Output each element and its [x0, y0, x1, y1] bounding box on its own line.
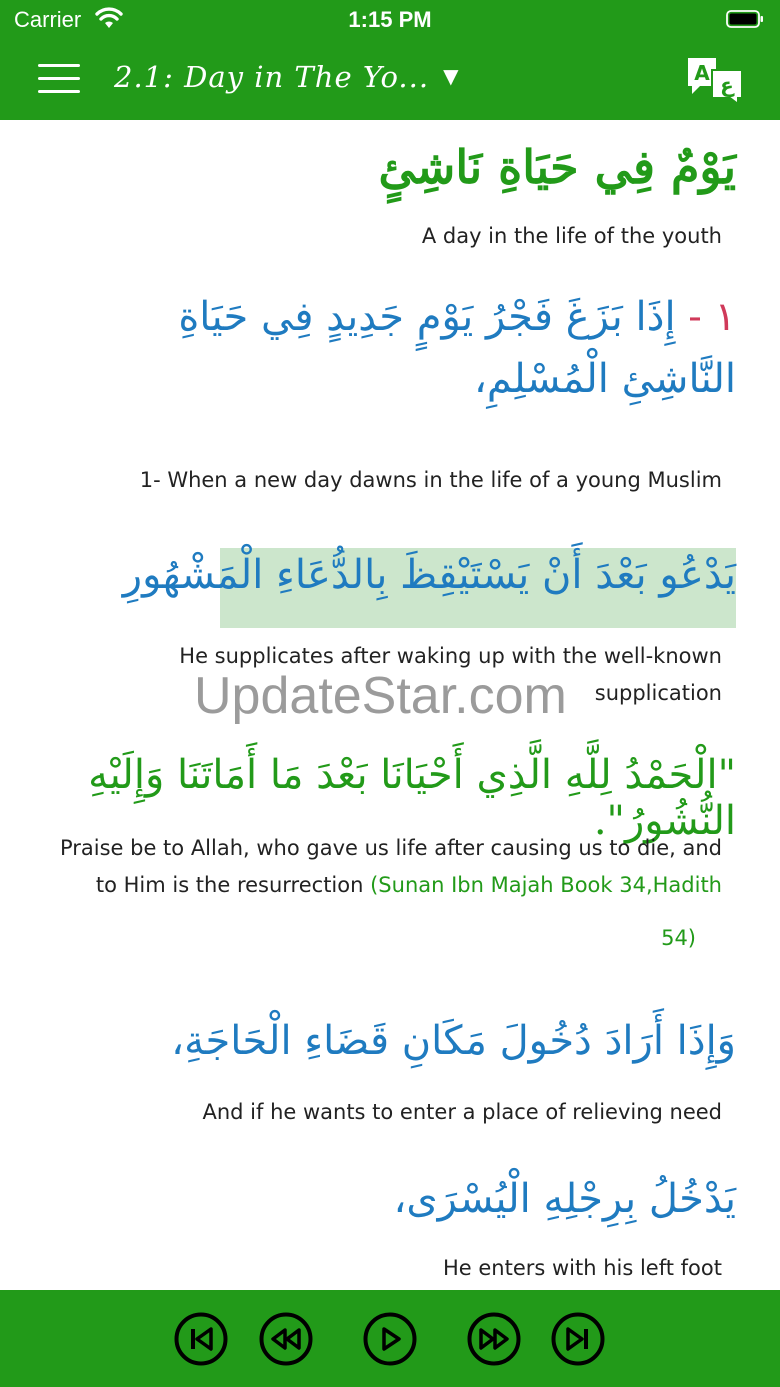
translate-icon[interactable] [686, 56, 744, 104]
menu-button[interactable] [38, 62, 80, 94]
hamburger-line [38, 90, 80, 93]
hamburger-line [38, 77, 80, 80]
nav-bar [0, 40, 780, 120]
sentence-4-english: And if he wants to enter a place of relieving need [202, 1100, 722, 1124]
hamburger-menu-icon [38, 64, 80, 67]
lesson-heading-arabic: يَوْمٌ فِي حَيَاةِ نَاشِئٍ [378, 140, 736, 194]
rewind-icon[interactable] [259, 1312, 313, 1366]
lesson-heading-english: A day in the life of the youth [421, 224, 722, 248]
sentence-1-english: 1- When a new day dawns in the life of a young Muslim [139, 468, 722, 492]
play-icon[interactable] [363, 1312, 417, 1366]
sentence-5-english: He enters with his left foot [442, 1256, 722, 1280]
status-time: 1:15 PM [348, 7, 432, 32]
lesson-content[interactable] [0, 120, 780, 1290]
sentence-3-english [42, 830, 722, 904]
skip-to-start-icon[interactable] [174, 1312, 228, 1366]
skip-to-end-icon[interactable] [551, 1312, 605, 1366]
sentence-5-arabic[interactable]: يَدْخُلُ بِرِجْلِهِ الْيُسْرَى، [393, 1176, 736, 1222]
hadith-reference-end: 54) [661, 926, 696, 950]
svg-text:ع: ع [720, 73, 734, 97]
sentence-1-arabic[interactable] [126, 286, 736, 410]
sentence-3-english-text: Praise be to Allah, who gave us life after causing us to die, and to Him is the resurrection [59, 836, 722, 897]
dropdown-caret-icon: ▼ [443, 64, 460, 88]
sentence-2-arabic[interactable]: يَدْعُو بَعْدَ أَنْ يَسْتَيْقِظَ بِالدُّعَاءِ الْمَشْهُورِ [122, 552, 736, 598]
sentence-number: ١ - [688, 294, 736, 340]
status-bar [0, 0, 780, 40]
watermark: UpdateStar.com [194, 667, 567, 725]
carrier-label: Carrier [14, 7, 82, 32]
svg-text:A: A [694, 61, 710, 85]
sentence-2-english: He supplicates after waking up with the well-known supplication [179, 644, 722, 705]
fast-forward-icon[interactable] [467, 1312, 521, 1366]
lesson-title-dropdown[interactable] [114, 60, 459, 94]
playback-bar [0, 1290, 780, 1387]
sentence-1-arabic-text: إِذَا بَزَغَ فَجْرُ يَوْمٍ جَدِيدٍ فِي حَيَاةِ النَّاشِئِ الْمُسْلِمِ، [178, 294, 736, 402]
sentence-3-arabic[interactable]: "الْحَمْدُ لِلَّهِ الَّذِي أَحْيَانَا بَعْدَ مَا أَمَاتَنَا وَإِلَيْهِ النُّشُورُ". [88, 752, 736, 844]
lesson-title: 2.1: Day in The Yo... [114, 60, 430, 94]
sentence-4-arabic[interactable]: وَإِذَا أَرَادَ دُخُولَ مَكَانِ قَضَاءِ الْحَاجَةِ، [171, 1018, 736, 1064]
battery-icon [726, 10, 764, 28]
hadith-reference: (Sunan Ibn Majah Book 34,Hadith [370, 873, 722, 897]
